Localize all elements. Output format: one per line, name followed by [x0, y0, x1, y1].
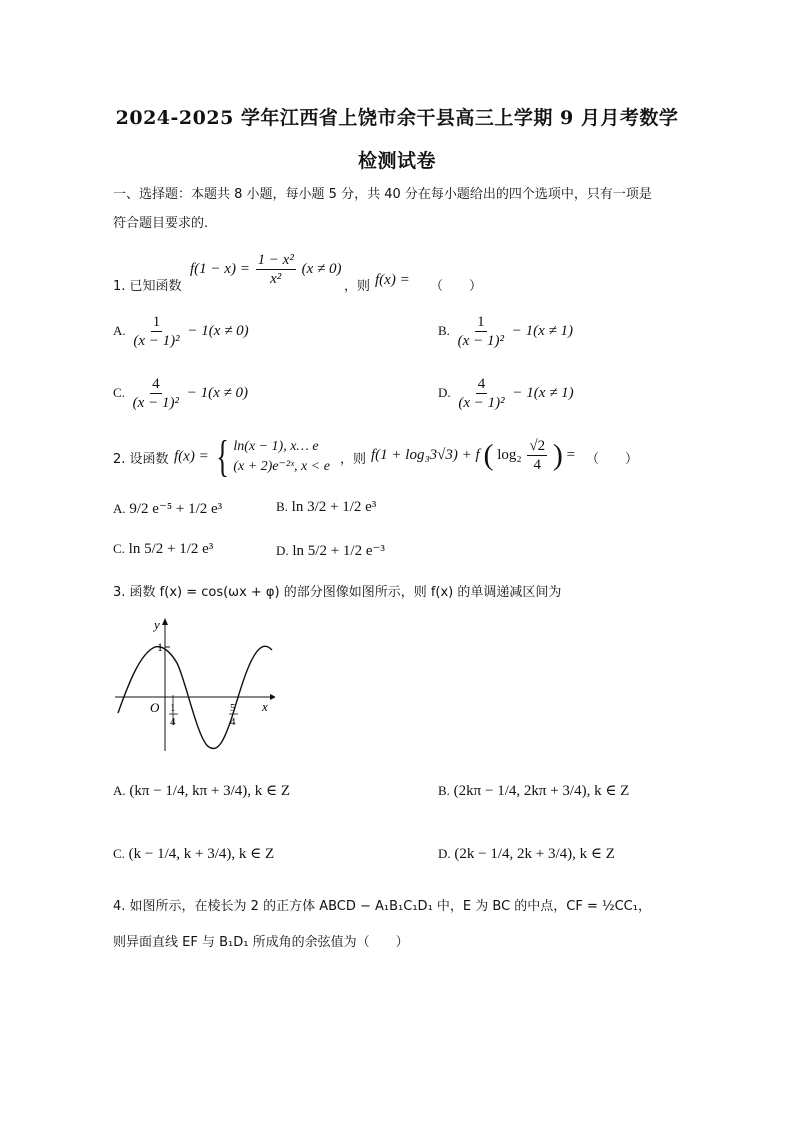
- q2-expr1: f(1 + log₃3√3) + f: [371, 446, 480, 463]
- q2-expression: [371, 437, 575, 474]
- x-axis-label: x: [262, 699, 268, 714]
- option-label: B.: [438, 322, 450, 338]
- option-fraction: [456, 375, 506, 412]
- q1-prefix: 1. 已知函数: [113, 279, 182, 294]
- option-text: (k − 1/4, k + 3/4), k ∈ Z: [128, 846, 275, 862]
- q1-suffix: ，则: [344, 279, 371, 294]
- q1-blank: （ ）: [430, 279, 483, 294]
- option-den: (x − 1)²: [132, 395, 179, 411]
- q2-case2: (x + 2)e⁻²ˣ, x < e: [233, 459, 330, 474]
- q3-graph: [110, 615, 275, 755]
- option-label: A.: [113, 783, 126, 798]
- option-tail: − 1(x ≠ 1): [512, 384, 574, 401]
- q2-option-b[interactable]: [276, 499, 376, 516]
- option-label: C.: [113, 846, 125, 861]
- section-intro: 一、选择题：本题共 8 小题，每小题 5 分，共 40 分在每小题给出的四个选项中，只有一项是: [113, 187, 652, 202]
- y-axis-label: y: [154, 617, 160, 632]
- q1-num: 1 − x²: [257, 252, 294, 268]
- q2-option-d[interactable]: [276, 541, 385, 560]
- q1-option-c[interactable]: [113, 375, 248, 412]
- q4-line2: 则异面直线 EF 与 B₁D₁ 所成角的余弦值为（ ）: [113, 935, 409, 950]
- option-label: D.: [438, 384, 451, 400]
- x-axis-arrow-icon: [270, 694, 275, 700]
- q3-option-c[interactable]: [113, 844, 274, 863]
- right-paren-icon: ): [552, 438, 563, 472]
- option-tail: − 1(x ≠ 0): [187, 322, 249, 339]
- option-num: 4: [152, 376, 160, 392]
- q2-piecewise: [174, 432, 330, 481]
- q2-cases: [233, 437, 330, 477]
- q2-den: 4: [533, 457, 541, 473]
- q2-sqrt-num: √2: [529, 438, 546, 454]
- option-text: ln 5/2 + 1/2 e³: [128, 541, 214, 557]
- option-label: C.: [113, 384, 125, 400]
- q2-log2: log₂: [497, 446, 522, 463]
- exam-subtitle: 检测试卷: [357, 150, 436, 172]
- tick-quarter-den: 4: [170, 716, 176, 728]
- exam-title: 2024-2025 学年江西省上饶市余干县高三上学期 9 月月考数学: [115, 107, 679, 129]
- tick-five-quarter-den: 4: [230, 716, 236, 728]
- option-text: ln 5/2 + 1/2 e⁻³: [292, 543, 385, 559]
- q2-option-c[interactable]: [113, 541, 213, 558]
- option-den: (x − 1)²: [458, 395, 505, 411]
- q2-mid: ，则: [340, 452, 367, 467]
- option-fraction: [456, 313, 506, 350]
- q1-option-d[interactable]: [438, 375, 574, 412]
- option-text: (kπ − 1/4, kπ + 3/4), k ∈ Z: [129, 783, 291, 799]
- option-label: B.: [276, 499, 288, 514]
- option-fraction: [131, 375, 181, 412]
- q2-fraction: [527, 437, 547, 474]
- left-brace-icon: {: [216, 432, 230, 481]
- tick-quarter-num: 1: [170, 702, 176, 714]
- q3-option-b[interactable]: [438, 781, 629, 800]
- q4-line1: 4. 如图所示，在棱长为 2 的正方体 ABCD − A₁B₁C₁D₁ 中，E 为 BC 的中点，CF = ½CC₁，: [113, 899, 651, 914]
- q1-option-a[interactable]: [113, 313, 249, 350]
- q1-lhs: f(1 − x) =: [190, 260, 250, 277]
- q2-option-a[interactable]: [113, 499, 222, 518]
- q2-blank: （ ）: [586, 452, 639, 467]
- q2-fx: f(x) =: [174, 448, 209, 465]
- y-axis-arrow-icon: [162, 618, 168, 625]
- option-tail: − 1(x ≠ 0): [186, 384, 248, 401]
- q1-ask: f(x) =: [375, 272, 410, 288]
- option-num: 1: [477, 314, 485, 330]
- option-text: (2k − 1/4, 2k + 3/4), k ∈ Z: [454, 846, 615, 862]
- q1-definition: [190, 251, 341, 288]
- option-label: D.: [276, 543, 289, 558]
- option-text: ln 3/2 + 1/2 e³: [291, 499, 377, 515]
- q2-case1: ln(x − 1), x… e: [233, 439, 319, 454]
- option-label: B.: [438, 783, 450, 798]
- tick-five-quarter-num: 5: [230, 702, 236, 714]
- q3-option-d[interactable]: [438, 844, 615, 863]
- option-den: (x − 1)²: [133, 333, 180, 349]
- q1-option-b[interactable]: [438, 313, 573, 350]
- q2-prefix: 2. 设函数: [113, 452, 169, 467]
- section-intro-2: 符合题目要求的.: [113, 216, 209, 231]
- option-label: A.: [113, 501, 126, 516]
- option-num: 4: [477, 376, 486, 392]
- q3-text: 3. 函数 f(x) = cos(ωx + φ) 的部分图像如图所示，则 f(x) 的单调递减区间为: [113, 585, 562, 600]
- option-den: (x − 1)²: [457, 333, 504, 349]
- q1-fraction: [256, 251, 296, 288]
- option-label: D.: [438, 846, 451, 861]
- q3-option-a[interactable]: [113, 781, 290, 800]
- q1-cond: (x ≠ 0): [301, 260, 342, 277]
- option-label: C.: [113, 541, 125, 556]
- option-num: 1: [152, 314, 161, 330]
- option-text: (2kπ − 1/4, 2kπ + 3/4), k ∈ Z: [453, 783, 630, 799]
- option-label: A.: [113, 322, 126, 338]
- option-text: 9/2 e⁻⁵ + 1/2 e³: [129, 501, 223, 517]
- origin-label: O: [150, 700, 160, 715]
- option-fraction: [131, 313, 181, 350]
- q2-eq: =: [566, 446, 576, 463]
- option-tail: − 1(x ≠ 1): [511, 322, 573, 339]
- y-one-label: 1: [157, 640, 163, 654]
- left-paren-icon: (: [483, 438, 494, 472]
- q1-den: x²: [270, 271, 282, 287]
